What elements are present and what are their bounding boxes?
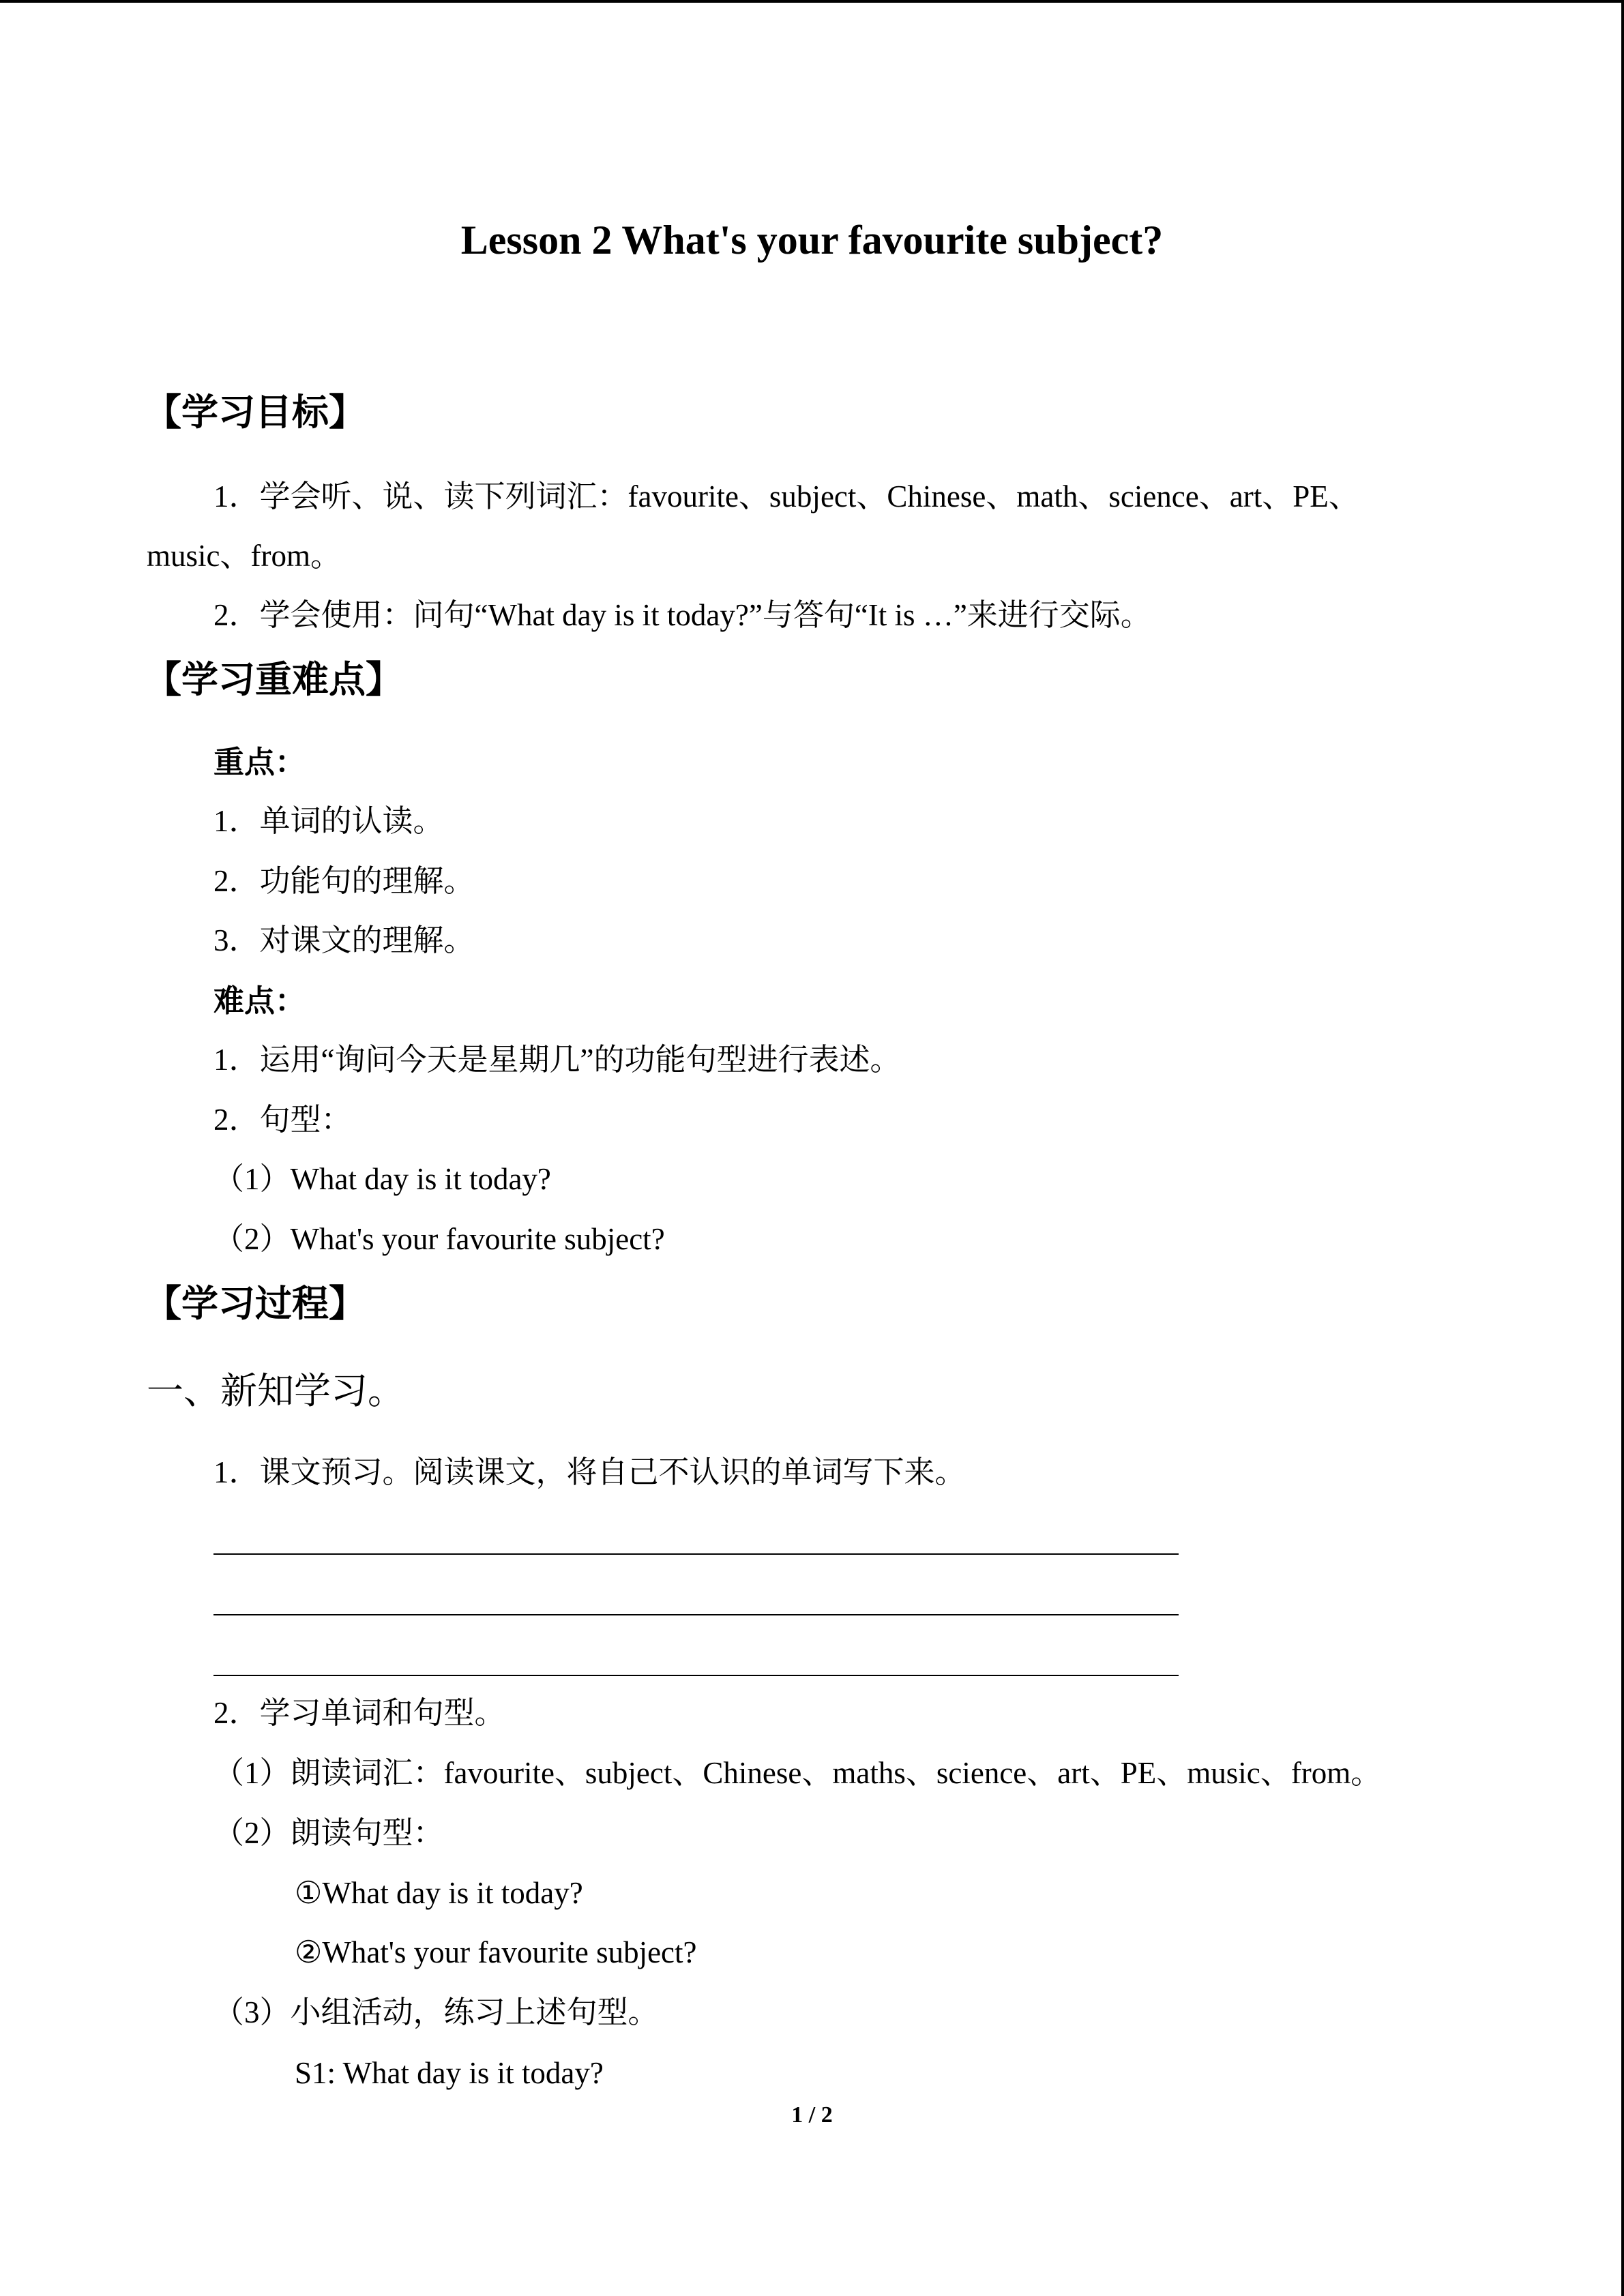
- answer-blank-line-1[interactable]: [213, 1553, 1179, 1555]
- document-title: Lesson 2 What's your favourite subject?: [460, 218, 1164, 263]
- answer-blank-line-2[interactable]: [213, 1614, 1179, 1615]
- difficulty-item-1: 1．运用“询问今天是星期几”的功能句型进行表述。: [213, 1043, 901, 1077]
- page-number: 1 / 2: [791, 2102, 833, 2128]
- answer-blank-line-3[interactable]: [213, 1675, 1179, 1676]
- objective-2: 2．学会使用：问句“What day is it today?”与答句“It is …”来进行交际。: [213, 598, 1151, 632]
- pattern-2: （2）What's your favourite subject?: [213, 1222, 665, 1256]
- objective-1-line-1: 1．学会听、说、读下列词汇：favourite、subject、Chinese、math、science、art、PE、: [213, 479, 1359, 513]
- focus-item-2: 2．功能句的理解。: [213, 864, 475, 898]
- difficulty-item-2: 2．句型：: [213, 1103, 352, 1137]
- step-2-read-sentences: （2）朗读句型：: [213, 1816, 444, 1850]
- step-2-group-activity: （3）小组活动，练习上述句型。: [213, 1995, 659, 2029]
- sentence-a: ①What day is it today?: [295, 1876, 583, 1910]
- objective-1-line-2: music、from。: [147, 539, 341, 573]
- pattern-1: （1）What day is it today?: [213, 1162, 551, 1196]
- page-right-border: [1621, 0, 1624, 2296]
- step-1: 1．课文预习。阅读课文，将自己不认识的单词写下来。: [213, 1455, 966, 1489]
- focus-item-3: 3．对课文的理解。: [213, 923, 475, 957]
- difficulty-label: 难点：: [213, 983, 306, 1019]
- focus-item-1: 1．单词的认读。: [213, 804, 444, 838]
- step-2-read-words: （1）朗读词汇：favourite、subject、Chinese、maths、science、art、PE、music、from。: [213, 1756, 1382, 1790]
- dialog-s1: S1: What day is it today?: [295, 2056, 604, 2090]
- step-2: 2．学习单词和句型。: [213, 1696, 505, 1730]
- page-top-border: [0, 0, 1624, 3]
- section-process-heading: 【学习过程】: [145, 1282, 366, 1325]
- part-1-title: 一、新知学习。: [147, 1371, 404, 1412]
- section-key-points-heading: 【学习重难点】: [145, 658, 402, 701]
- section-objectives-heading: 【学习目标】: [145, 391, 366, 434]
- focus-label: 重点：: [213, 744, 306, 780]
- sentence-b: ②What's your favourite subject?: [295, 1935, 697, 1969]
